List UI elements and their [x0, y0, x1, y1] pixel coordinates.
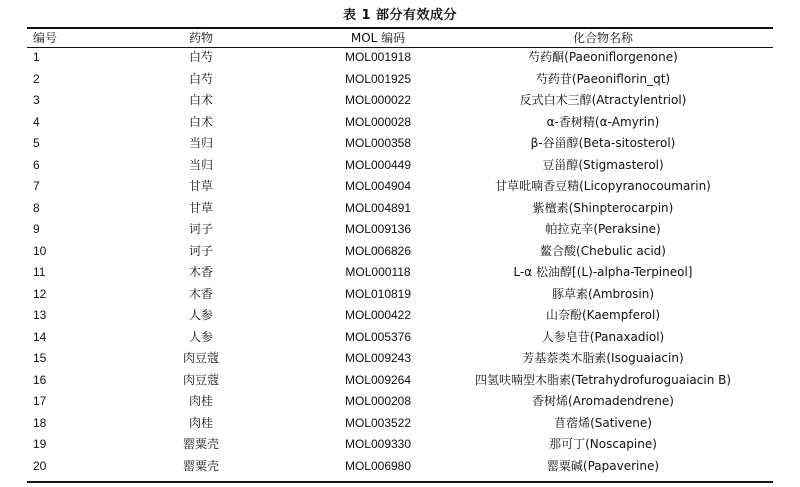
cell-drug: 白术 [188, 93, 213, 107]
table-row [27, 69, 773, 91]
table-header [27, 29, 773, 47]
cell-no: 11 [33, 265, 46, 279]
header-row [27, 29, 773, 47]
cell-drug: 诃子 [188, 222, 213, 236]
cell-mol: MOL000028 [344, 114, 412, 129]
cell-mol: MOL001918 [344, 50, 412, 64]
cell-drug: 罂粟壳 [182, 458, 219, 473]
cell-compound-name: β-谷甾醇(Beta-sitosterol) [530, 136, 676, 150]
cell-compound-name: 豆甾醇(Stigmasterol) [542, 157, 664, 172]
table-row [27, 456, 773, 478]
table-row [27, 47, 773, 69]
table-row [27, 133, 773, 155]
header-drug: 药物 [188, 31, 213, 45]
table-row [27, 155, 773, 177]
bottom-rule [27, 481, 773, 483]
table-row [27, 219, 773, 241]
table-row [27, 370, 773, 392]
cell-no: 7 [33, 179, 40, 193]
cell-drug: 当归 [188, 136, 213, 150]
cell-drug: 诃子 [188, 243, 213, 258]
table-row [27, 112, 773, 134]
table-row [27, 284, 773, 306]
cell-compound-name: α-香树精(α-Amyrin) [546, 114, 660, 129]
cell-drug: 罂粟壳 [182, 437, 219, 451]
cell-mol: MOL009136 [344, 222, 412, 236]
cell-no: 10 [33, 243, 47, 258]
cell-mol: MOL000208 [344, 394, 412, 408]
table-row [27, 413, 773, 435]
table-title: 表 1 部分有效成分 [342, 8, 458, 23]
cell-drug: 肉桂 [188, 415, 213, 430]
cell-compound-name: 四氢呋喃型木脂素(Tetrahydrofuroguaiacin B) [474, 372, 732, 387]
components-table [27, 29, 773, 477]
cell-mol: MOL005376 [344, 329, 412, 344]
cell-drug: 肉桂 [188, 394, 213, 408]
cell-compound-name: 人参皂苷(Panaxadiol) [541, 329, 665, 344]
cell-no: 14 [33, 329, 47, 344]
cell-no: 5 [33, 136, 40, 150]
cell-no: 13 [33, 308, 47, 322]
cell-no: 16 [33, 372, 47, 387]
cell-compound-name: 香树烯(Aromadendrene) [532, 394, 674, 408]
cell-compound-name: 芳基萘类木脂素(Isoguaiacin) [522, 351, 684, 365]
table-row [27, 434, 773, 456]
table-row [27, 176, 773, 198]
cell-no: 9 [33, 222, 40, 236]
table-row [27, 348, 773, 370]
cell-drug: 人参 [188, 329, 213, 344]
cell-drug: 当归 [188, 157, 213, 172]
cell-compound-name: 芍药苷(Paeoniflorin_qt) [535, 71, 671, 86]
cell-drug: 肉豆蔻 [182, 372, 219, 387]
table-row [27, 241, 773, 263]
cell-compound-name: 罂粟碱(Papaverine) [546, 458, 660, 473]
cell-mol: MOL009330 [344, 437, 412, 451]
header-mol: MOL 编码 [350, 31, 406, 45]
cell-no: 3 [33, 93, 40, 107]
table-row [27, 327, 773, 349]
cell-mol: MOL000422 [344, 308, 412, 322]
table-row [27, 391, 773, 413]
cell-compound-name: 芍药酮(Paeoniflorgenone) [528, 50, 678, 64]
cell-mol: MOL004904 [344, 179, 412, 193]
cell-compound-name: 紫檀素(Shinpterocarpin) [532, 200, 674, 215]
cell-compound-name: 苜蓿烯(Sativene) [554, 415, 652, 430]
header-compound-name: 化合物名称 [572, 31, 633, 45]
table-row [27, 198, 773, 220]
cell-mol: MOL000022 [344, 93, 412, 107]
cell-mol: MOL006826 [344, 243, 412, 258]
cell-compound-name: 反式白术三醇(Atractylentriol) [519, 93, 687, 107]
cell-compound-name: 豚草素(Ambrosin) [551, 286, 655, 301]
cell-no: 12 [33, 286, 47, 301]
cell-no: 17 [33, 394, 47, 408]
cell-no: 15 [33, 351, 47, 365]
table-row [27, 262, 773, 284]
cell-drug: 白术 [188, 114, 213, 129]
cell-mol: MOL004891 [344, 200, 412, 215]
cell-drug: 白芍 [188, 50, 213, 64]
cell-no: 4 [33, 114, 40, 129]
cell-compound-name: 甘草吡喃香豆精(Licopyranocoumarin) [495, 179, 711, 193]
cell-mol: MOL001925 [344, 71, 412, 86]
cell-drug: 甘草 [188, 200, 213, 215]
table-row [27, 305, 773, 327]
table-body [27, 47, 773, 477]
cell-no: 2 [33, 71, 40, 86]
cell-no: 20 [33, 458, 47, 473]
cell-no: 6 [33, 157, 40, 172]
table-row [27, 90, 773, 112]
cell-compound-name: 山奈酚(Kaempferol) [545, 308, 661, 322]
cell-drug: 木香 [188, 286, 213, 301]
cell-mol: MOL006980 [344, 458, 412, 473]
cell-drug: 人参 [188, 308, 213, 322]
cell-mol: MOL000449 [344, 157, 412, 172]
cell-mol: MOL000358 [344, 136, 412, 150]
cell-drug: 白芍 [188, 71, 213, 86]
cell-compound-name: 那可丁(Noscapine) [549, 437, 657, 451]
cell-compound-name: 鳌合酸(Chebulic acid) [540, 243, 666, 258]
cell-drug: 肉豆蔻 [182, 351, 219, 365]
cell-mol: MOL000118 [345, 265, 411, 279]
cell-no: 1 [33, 50, 40, 64]
cell-no: 8 [33, 200, 40, 215]
cell-mol: MOL003522 [344, 415, 412, 430]
cell-drug: 甘草 [188, 179, 213, 193]
cell-no: 18 [33, 415, 47, 430]
header-no: 编号 [33, 31, 58, 45]
cell-no: 19 [33, 437, 47, 451]
cell-mol: MOL009243 [344, 351, 412, 365]
cell-drug: 木香 [188, 265, 213, 279]
cell-compound-name: L-α 松油醇[(L)-alpha-Terpineol] [513, 265, 693, 279]
cell-mol: MOL009264 [344, 372, 412, 387]
cell-mol: MOL010819 [344, 286, 412, 301]
cell-compound-name: 帕拉克辛(Peraksine) [545, 222, 661, 236]
